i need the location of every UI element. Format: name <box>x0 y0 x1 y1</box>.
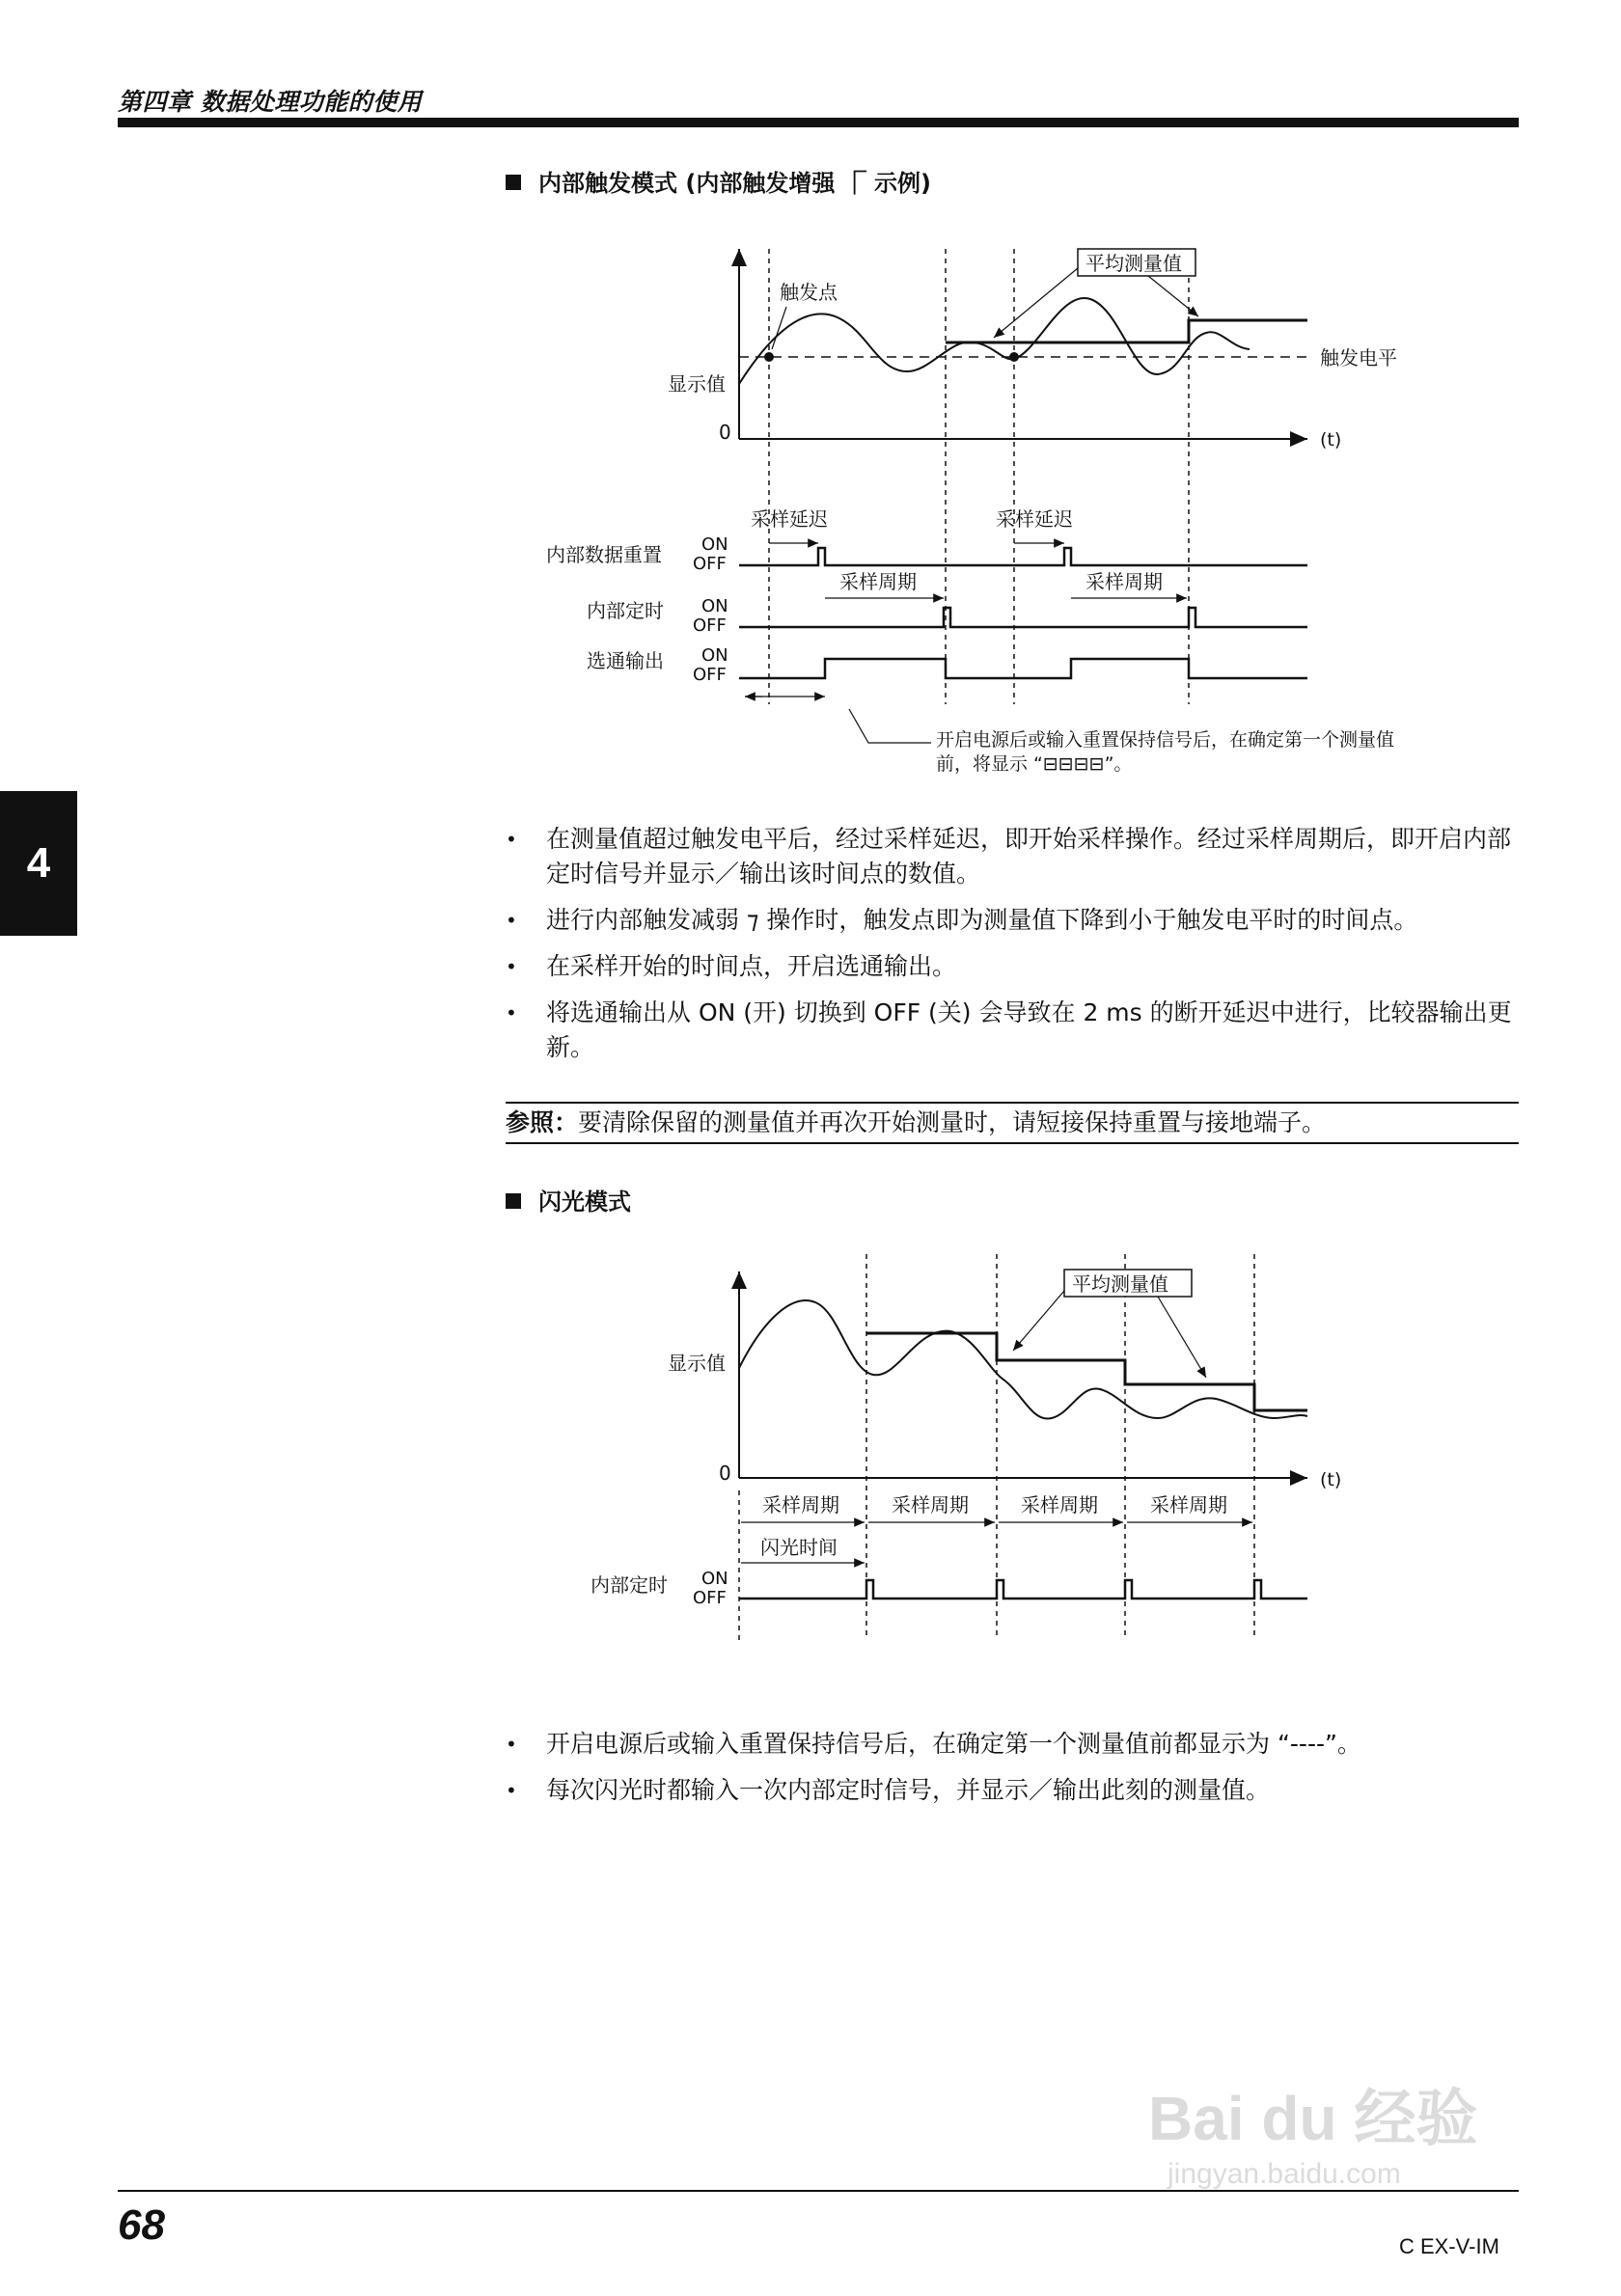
square-bullet-icon <box>506 175 521 190</box>
signal-on-strobe: ON <box>701 645 728 666</box>
list-item: • 在测量值超过触发电平后，经过采样延迟，即开始采样操作。经过采样周期后，即开启内部定时信号并显示／输出该时间点的数值。 <box>506 822 1519 891</box>
display-value-label: 显示值 <box>668 1352 726 1375</box>
display-value-label: 显示值 <box>668 372 726 396</box>
section-flash-mode-title <box>506 1183 631 1216</box>
trigger-point-label: 触发点 <box>780 281 838 304</box>
signal-off-strobe: OFF <box>693 665 727 685</box>
timer-pulse-train <box>739 608 1307 627</box>
flash-mode-timing-diagram <box>579 1244 1351 1659</box>
strobe-pulse-train <box>739 659 1307 678</box>
signal-off-reset: OFF <box>693 554 727 574</box>
chapter-tab-number: 4 <box>26 839 51 887</box>
reset-pulse-train <box>739 548 1307 565</box>
average-label: 平均测量值 <box>1085 252 1182 275</box>
display-note-line1: 开启电源后或输入重置保持信号后，在确定第一个测量值 <box>936 729 1395 751</box>
trigger-point-1 <box>764 352 774 362</box>
sampling-period-label-1: 采样周期 <box>762 1493 839 1517</box>
square-bullet-icon <box>506 1193 521 1209</box>
average-label: 平均测量值 <box>1072 1272 1168 1296</box>
reference-text: 要清除保留的测量值并再次开始测量时，请短接保持重置与接地端子。 <box>578 1108 1327 1136</box>
reference-label: 参照： <box>506 1108 579 1136</box>
watermark-brand: Bai du 经验 <box>1148 2084 1478 2153</box>
time-label: (t) <box>1320 1469 1342 1490</box>
time-guides <box>769 249 1189 704</box>
section-internal-trigger-title <box>506 164 931 198</box>
section-title-text: 内部触发模式 (内部触发增强 ⎾ 示例) <box>538 170 932 197</box>
trigger-point-2 <box>1009 352 1019 362</box>
signal-name-reset: 内部数据重置 <box>546 543 662 566</box>
sampling-period-label-2: 采样周期 <box>1085 570 1163 593</box>
zero-label: 0 <box>719 1462 731 1485</box>
internal-trigger-timing-diagram <box>521 232 1525 781</box>
sampling-period-label-4: 采样周期 <box>1150 1493 1227 1517</box>
section2-bullet-list <box>506 1727 1519 1819</box>
time-label: (t) <box>1320 429 1342 451</box>
list-item: • 将选通输出从 ON (开) 切换到 OFF (关) 会导致在 2 ms 的断开延迟中进行，比较器输出更新。 <box>506 996 1519 1065</box>
flash-time-label: 闪光时间 <box>760 1536 838 1559</box>
reference-note <box>506 1102 1519 1144</box>
list-item: • 开启电源后或输入重置保持信号后，在确定第一个测量值前都显示为 “----”。 <box>506 1727 1519 1762</box>
sampling-period-label-1: 采样周期 <box>839 570 917 593</box>
signal-on-timer: ON <box>701 1569 728 1589</box>
baidu-watermark <box>1148 2069 1477 2191</box>
list-item: • 在采样开始的时间点，开启选通输出。 <box>506 949 1519 984</box>
footer-rule <box>118 2190 1519 2192</box>
sampling-delay-label-1: 采样延迟 <box>751 507 828 531</box>
list-item: • 每次闪光时都输入一次内部定时信号，并显示／输出此刻的测量值。 <box>506 1773 1519 1808</box>
list-item: • 进行内部触发减弱 ⁊ 操作时，触发点即为测量值下降到小于触发电平时的时间点。 <box>506 903 1519 938</box>
chapter-title: 第四章 数据处理功能的使用 <box>118 88 423 116</box>
page-number: 68 <box>118 2201 165 2249</box>
display-note-line2: 前，将显示 “⊟⊟⊟⊟”。 <box>936 753 1133 775</box>
timer-pulse-train <box>739 1580 1307 1599</box>
document-code: C EX-V-IM <box>1399 2234 1499 2258</box>
signal-off-timer: OFF <box>693 615 727 636</box>
signal-name-timer: 内部定时 <box>587 599 664 622</box>
signal-on-timer: ON <box>701 596 728 616</box>
signal-off-timer: OFF <box>693 1588 727 1608</box>
watermark-url: jingyan.baidu.com <box>1168 2158 1401 2190</box>
sampling-period-label-3: 采样周期 <box>1021 1493 1098 1517</box>
signal-name-timer: 内部定时 <box>591 1573 668 1597</box>
chapter-side-tab <box>0 791 77 936</box>
average-measured-step <box>946 320 1307 342</box>
section1-bullet-list <box>506 822 1519 1077</box>
average-measured-step <box>866 1333 1307 1410</box>
measured-waveform <box>739 298 1250 384</box>
trigger-level-label: 触发电平 <box>1320 346 1397 369</box>
sampling-period-label-2: 采样周期 <box>892 1493 969 1517</box>
signal-name-strobe: 选通输出 <box>587 649 664 672</box>
zero-label: 0 <box>719 421 731 444</box>
section-title-text: 闪光模式 <box>538 1189 631 1216</box>
header-rule <box>118 118 1519 127</box>
sampling-delay-label-2: 采样延迟 <box>996 507 1073 531</box>
signal-on-reset: ON <box>701 534 728 555</box>
